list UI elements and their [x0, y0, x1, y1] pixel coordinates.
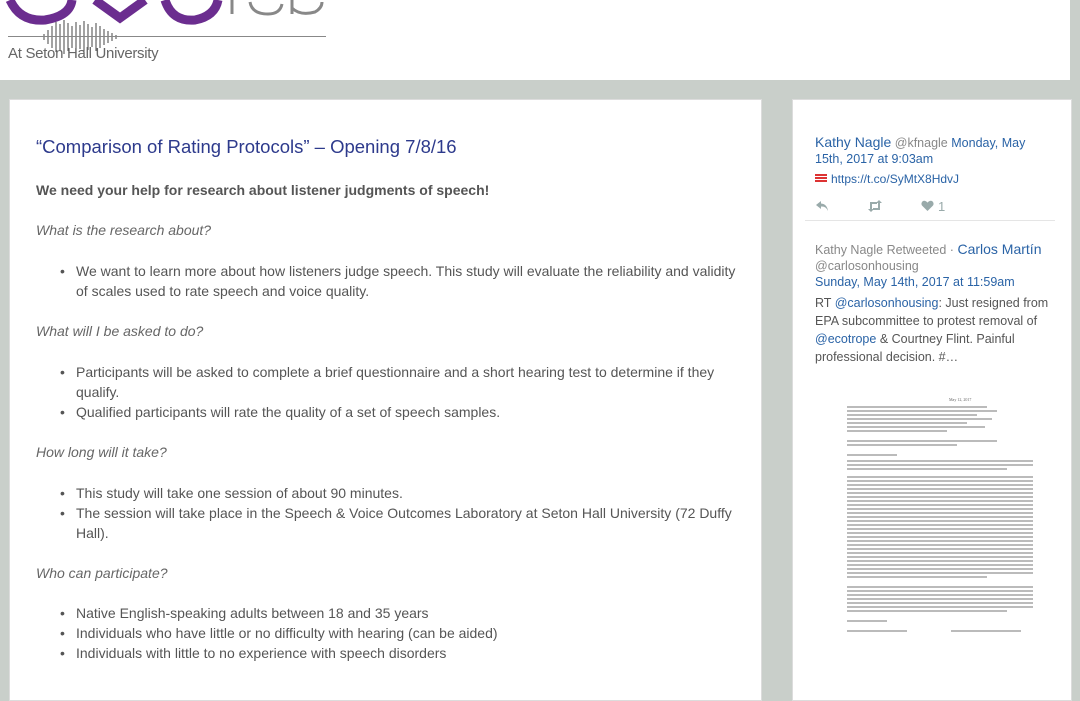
tweet-date[interactable]: Monday, May 15th, 2017 at 9:03am	[815, 136, 1026, 166]
tweet-divider	[805, 220, 1055, 221]
section-bullets	[56, 603, 736, 663]
tweet-link-row	[815, 171, 1055, 187]
retweet-icon[interactable]	[867, 200, 883, 212]
section-bullets	[56, 362, 736, 422]
site-logo[interactable]	[0, 0, 340, 80]
list-item: • Individuals who have little or no difficulty with hearing (can be aided)	[56, 623, 736, 643]
site-header	[0, 0, 1070, 80]
logo-subtitle: At Seton Hall University	[8, 45, 159, 62]
tweet-author[interactable]: Carlos Martín	[957, 241, 1042, 257]
list-item: • We want to learn more about how listeners judge speech. This study will evaluate the reliability and validity of scales used to rate speech and voice quality.	[56, 261, 736, 301]
tweet-text-rt: RT	[815, 296, 832, 310]
retweeted-label: Kathy Nagle Retweeted ·	[815, 243, 954, 257]
list-item: • Native English-speaking adults between 18 and 35 years	[56, 603, 736, 623]
reply-icon[interactable]	[815, 200, 829, 212]
svo-lab-logo-icon	[0, 0, 340, 80]
list-item: • The session will take place in the Speech & Voice Outcomes Laboratory at Seton Hall University (72 Duffy Hall).	[56, 503, 736, 543]
tweet-text-part: & Courtney Flint. Painful professional decision. #…	[815, 332, 1015, 364]
section-bullets	[56, 261, 736, 301]
list-item: • Participants will be asked to complete a brief questionnaire and a short hearing test to determine if they qualify.	[56, 362, 736, 402]
post-content	[9, 99, 762, 701]
like-count: 1	[938, 198, 946, 214]
section-question: Who can participate?	[36, 565, 168, 581]
tweet	[815, 134, 1055, 187]
link-emoji-icon	[815, 171, 827, 187]
tweet-link[interactable]: https://t.co/SyMtX8HdvJ	[831, 172, 960, 186]
tweet-date[interactable]: Sunday, May 14th, 2017 at 11:59am	[815, 275, 1015, 289]
post-title[interactable]: “Comparison of Rating Protocols” – Opening 7/8/16	[36, 136, 457, 157]
tweet-handle[interactable]: @carlosonhousing	[815, 259, 919, 273]
like-button[interactable]	[921, 199, 945, 214]
tweet-text	[815, 294, 1055, 366]
mention-link[interactable]: @ecotrope	[815, 332, 877, 346]
tweet-text-part: : Just resigned from EPA subcommittee to protest removal of	[815, 296, 1049, 328]
section-question: What is the research about?	[36, 222, 212, 238]
list-item: • Individuals with little to no experience with speech disorders	[56, 643, 736, 663]
twitter-sidebar	[792, 99, 1072, 701]
letter-date: May 12, 2017	[949, 397, 972, 402]
tweet-author[interactable]: Kathy Nagle	[815, 134, 892, 150]
section-question: How long will it take?	[36, 444, 167, 460]
section-bullets	[56, 483, 736, 543]
list-item: • Qualified participants will rate the quality of a set of speech samples.	[56, 402, 736, 422]
tweet	[815, 241, 1055, 366]
tweet-image-letter[interactable]	[841, 390, 1039, 650]
list-item: • This study will take one session of about 90 minutes.	[56, 483, 736, 503]
tweet-handle[interactable]: @kfnagle	[894, 136, 948, 150]
tweet-actions	[815, 196, 1045, 216]
heart-icon	[921, 200, 934, 212]
post-lead: We need your help for research about listener judgments of speech!	[36, 182, 490, 198]
section-question: What will I be asked to do?	[36, 323, 204, 339]
mention-link[interactable]: @carlosonhousing	[834, 296, 939, 310]
logo-divider	[8, 36, 326, 37]
